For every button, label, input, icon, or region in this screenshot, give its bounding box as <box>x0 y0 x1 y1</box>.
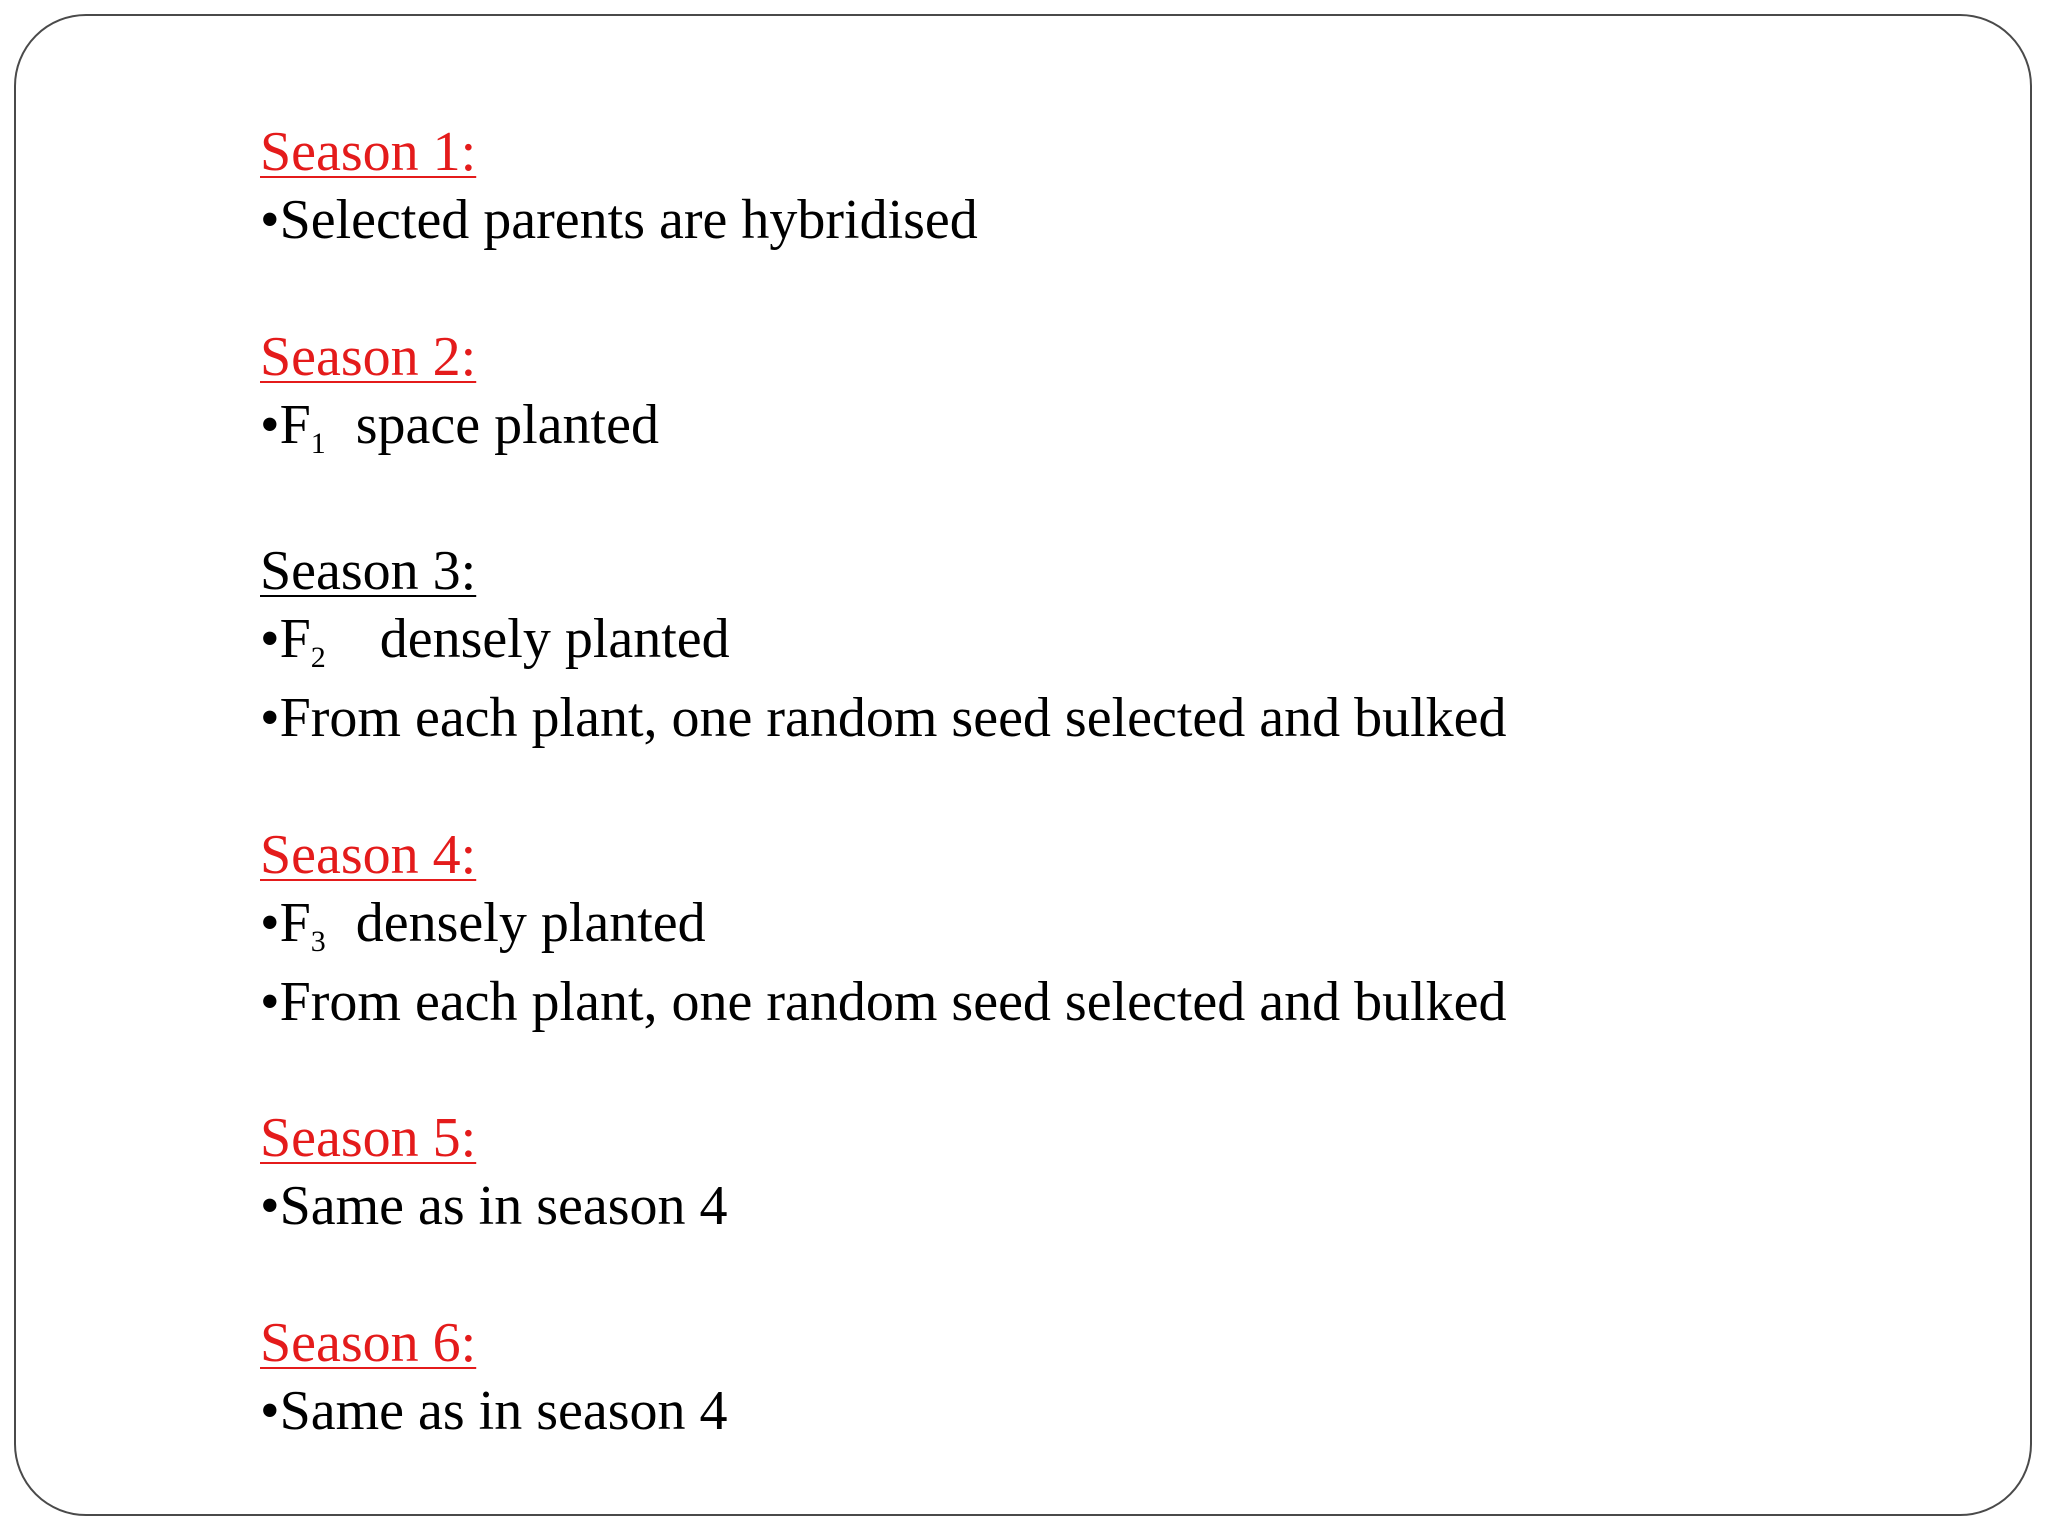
bullet-text: From each plant, one random seed selected and bulked <box>279 687 1507 749</box>
season-4-bullet-1 <box>260 889 1960 957</box>
season-5-section <box>260 1104 1960 1240</box>
season-3-bullet-1 <box>260 605 1960 673</box>
bullet-text: Same as in season 4 <box>279 1175 728 1237</box>
bullet-text: densely planted <box>341 892 706 954</box>
season-1-title: Season 1: <box>260 121 477 183</box>
generation-subscript: 2 <box>310 641 326 674</box>
bullet-mark: • <box>260 608 280 670</box>
season-2-bullet-1 <box>260 391 1960 459</box>
bullet-text: Selected parents are hybridised <box>279 189 978 251</box>
bullet-mark: • <box>260 892 280 954</box>
season-2-title: Season 2: <box>260 326 477 388</box>
season-4-bullet-2 <box>260 968 1960 1036</box>
bullet-mark: • <box>260 1175 280 1237</box>
generation-letter: F <box>279 608 311 670</box>
bullet-mark: • <box>260 687 280 749</box>
season-2-section <box>260 323 1960 459</box>
season-1-bullet-1 <box>260 186 1960 254</box>
generation-letter: F <box>279 892 311 954</box>
bullet-mark: • <box>260 394 280 456</box>
bullet-text: space planted <box>341 394 659 456</box>
generation-letter: F <box>279 394 311 456</box>
bullet-text: densely planted <box>351 608 730 670</box>
bullet-mark: • <box>260 189 280 251</box>
season-6-title: Season 6: <box>260 1312 477 1374</box>
season-4-section <box>260 821 1960 1036</box>
season-3-section <box>260 537 1960 752</box>
season-5-bullet-1 <box>260 1172 1960 1240</box>
bullet-text: Same as in season 4 <box>279 1380 728 1442</box>
generation-subscript: 1 <box>310 427 326 460</box>
bullet-mark: • <box>260 1380 280 1442</box>
season-1-section <box>260 118 1960 254</box>
season-3-bullet-2 <box>260 684 1960 752</box>
season-3-title: Season 3: <box>260 540 477 602</box>
season-4-title: Season 4: <box>260 824 477 886</box>
season-6-section <box>260 1309 1960 1445</box>
bullet-mark: • <box>260 971 280 1033</box>
season-6-bullet-1 <box>260 1377 1960 1445</box>
season-5-title: Season 5: <box>260 1107 477 1169</box>
bullet-text: From each plant, one random seed selected and bulked <box>279 971 1507 1033</box>
slide-frame <box>14 14 2032 1516</box>
generation-subscript: 3 <box>310 925 326 958</box>
